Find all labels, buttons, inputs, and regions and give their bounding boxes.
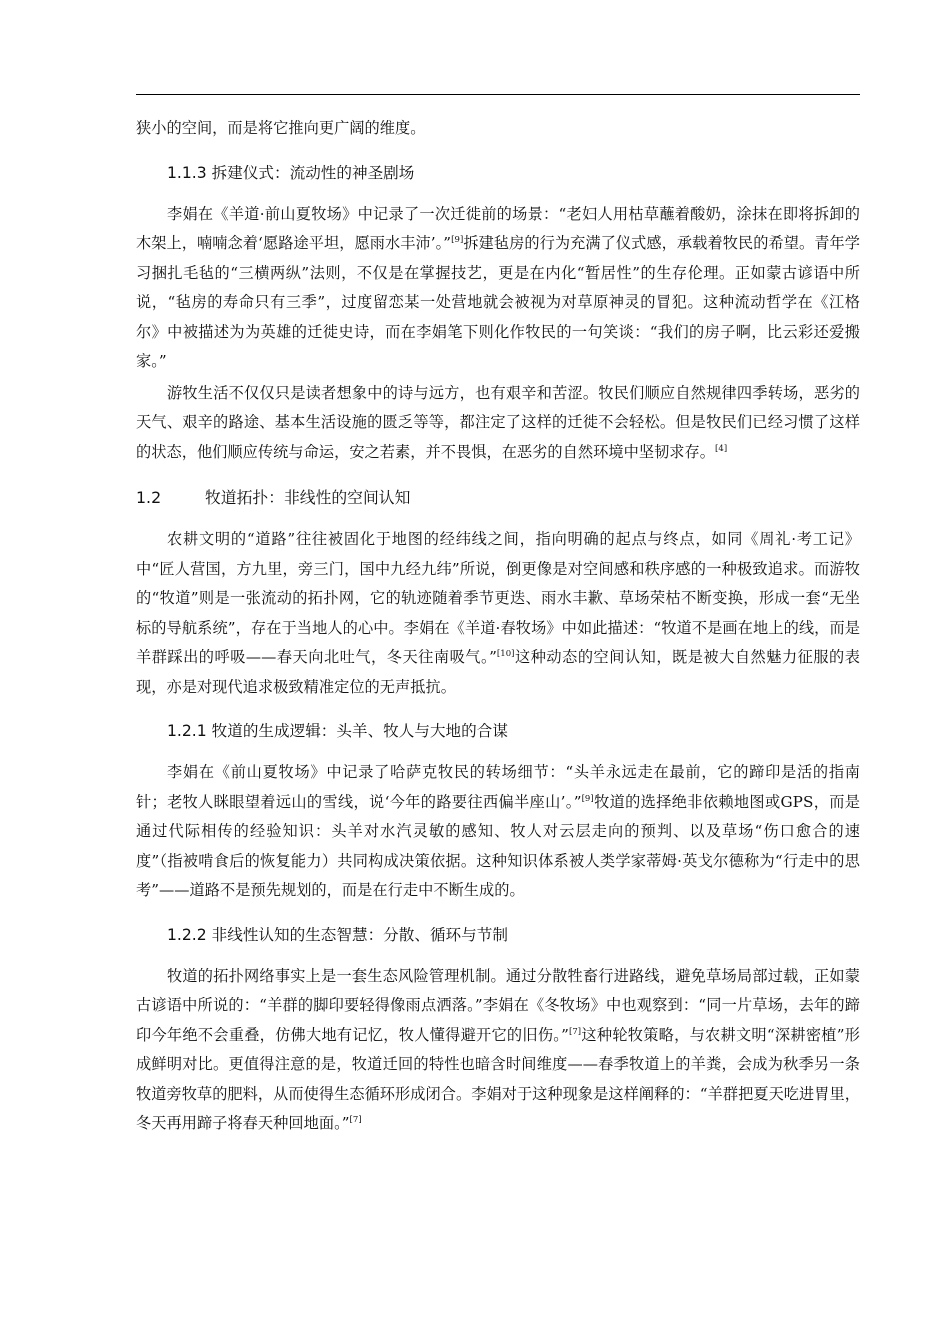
paragraph xyxy=(136,525,860,702)
section-heading-1-2 xyxy=(136,487,860,509)
section-title: 牧道拓扑：非线性的空间认知 xyxy=(205,488,411,507)
section-heading-1-2-1: 1.2.1 牧道的生成逻辑：头羊、牧人与大地的合谋 xyxy=(167,722,508,740)
paragraph-text: 这种轮牧策略，与农耕文明“深耕密植”形成鲜明对比。更值得注意的是，牧道迁回的特性也暗含时间维度——春季牧道上的羊粪，会成为秋季另一条牧道旁牧草的肥料，从而使得生态循环形成闭合。李娟对于这种现象是这样阐释的：“羊群把夏天吃进胃里，冬天再用蹄子将春天种回地面。” xyxy=(136,1025,860,1132)
section-heading-1-1-3: 1.1.3 拆建仪式：流动性的神圣剧场 xyxy=(167,163,415,182)
paragraph-text: 拆建毡房的行为充满了仪式感，承载着牧民的希望。青年学习捆扎毛毡的“三横两纵”法则，不仅是在掌握技艺，更是在内化“暂居性”的生存伦理。正如蒙古谚语中所说，“毡房的寿命只有三季”，过度留恋某一处营地就会被视为对草原神灵的冒犯。这种流动哲学在《江格尔》中被描述为为英雄的迁徙史诗，而在李娟笔下则化作牧民的一句笑谈：“我们的房子啊，比云彩还爱搬家。” xyxy=(136,234,860,370)
paragraph-text: 这种动态的空间认知，既是被大自然魅力征服的表现，亦是对现代追求极致精准定位的无声抵抗。 xyxy=(136,648,860,696)
paragraph-text: 游牧生活不仅仅只是读者想象中的诗与远方，也有艰辛和苦涩。牧民们顺应自然规律四季转场，恶劣的天气、艰辛的路途、基本生活设施的匮乏等等，都注定了这样的迁徙不会轻松。但是牧民们已经习惯了这样的状态，他们顺应传统与命运，安之若素，并不畏惧，在恶劣的自然环境中坚韧求存。 xyxy=(136,383,860,461)
section-heading-1-2-2: 1.2.2 非线性认知的生态智慧：分散、循环与节制 xyxy=(167,925,508,944)
citation: [7] xyxy=(349,1115,362,1125)
citation: [9] xyxy=(581,793,594,804)
citation: [7] xyxy=(568,1026,582,1037)
paragraph xyxy=(136,962,860,1139)
section-number: 1.2 xyxy=(136,488,162,507)
paragraph-text: 农耕文明的“道路”往往被固化于地图的经纬线之间，指向明确的起点与终点，如同《周礼·考工记》中“匠人营国，方九里，旁三门，国中九经九纬”所说，倒更像是对空间感和秩序感的一种极致追求。而游牧的“牧道”则是一张流动的拓扑网，它的轨迹随着季节更迭、雨水丰歉、草场荣枯不断变换，形成一套“无坐标的导航系统”，存在于当地人的心中。李娟在《羊道·春牧场》中如此描述：“牧道不是画在地上的线，而是羊群踩出的呼吸——春天向北吐气，冬天往南吸气。” xyxy=(136,530,860,666)
document-body xyxy=(136,114,860,1139)
paragraph-text: 李娟在《前山夏牧场》中记录了哈萨克牧民的转场细节：“头羊永远走在最前，它的蹄印是活的指南针；老牧人眯眼望着远山的雪线，说‘今年的路要往西偏半座山’。” xyxy=(136,763,860,811)
paragraph-text: 牧道的选择绝非依赖地图或GPS，而是通过代际相传的经验知识：头羊对水汽灵敏的感知、牧人对云层走向的预判、以及草场“伤口愈合的速度”（指被啃食后的恢复能力）共同构成决策依据。这种知识体系被人类学家蒂姆·英戈尔德称为“行走中的思考”——道路不是预先规划的，而是在行走中不断生成的。 xyxy=(136,792,861,899)
paragraph xyxy=(136,379,860,468)
citation: [10] xyxy=(496,649,515,659)
paragraph xyxy=(136,758,860,906)
paragraph-text: 李娟在《羊道·前山夏牧场》中记录了一次迁徙前的场景：“老妇人用枯草蘸着酸奶，涂抹在即将拆卸的木架上，喃喃念着‘愿路途平坦，愿雨水丰沛’。” xyxy=(136,204,860,252)
citation: [4] xyxy=(715,443,728,454)
paragraph xyxy=(136,200,860,377)
citation: [9] xyxy=(451,235,464,245)
paragraph-text: 牧道的拓扑网络事实上是一套生态风险管理机制。通过分散牲畜行进路线，避免草场局部过载，正如蒙古谚语中所说的：“羊群的脚印要轻得像雨点洒落。”李娟在《冬牧场》中也观察到：“同一片草场，去年的蹄印今年绝不会重叠，仿佛大地有记忆，牧人懂得避开它的旧伤。” xyxy=(136,966,860,1044)
lead-paragraph: 狭小的空间，而是将它推向更广阔的维度。 xyxy=(136,119,426,137)
header-rule xyxy=(136,94,860,95)
